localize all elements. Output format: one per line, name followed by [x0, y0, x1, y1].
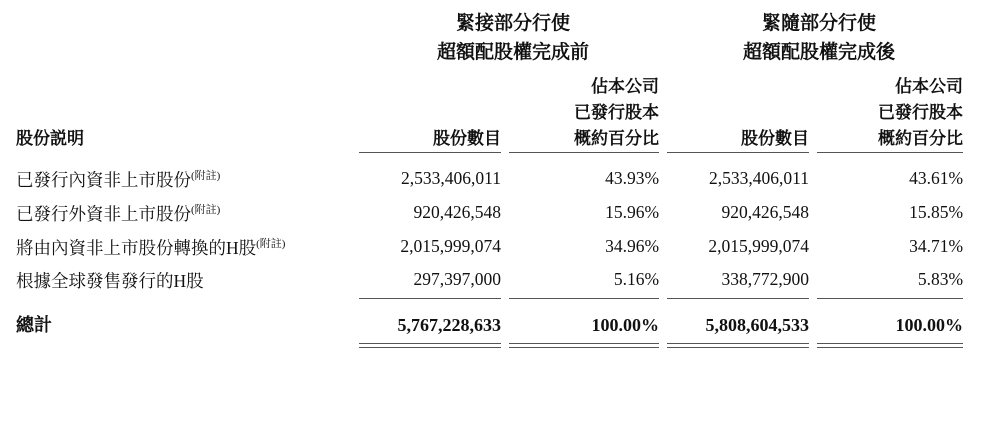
total-gap-row: [14, 300, 971, 308]
total-rule-after-pct: [817, 342, 971, 348]
header-gap-cell: [14, 153, 971, 161]
row-after-pct: 5.83%: [917, 269, 964, 290]
row-description-text: 已發行外資非上市股份: [16, 203, 191, 224]
column-header-description: 股份説明: [16, 129, 84, 148]
row-before-pct: 5.16%: [613, 269, 660, 290]
column-header-row-2: [14, 100, 971, 126]
column-header-before-pct-line2: 已發行股本: [574, 103, 660, 122]
row-description: [14, 161, 359, 195]
row-description-text: 已發行內資非上市股份: [16, 169, 191, 190]
row-note-marker: (附註): [191, 170, 221, 182]
table-row: [14, 195, 971, 229]
row-after-number: 2,533,406,011: [709, 167, 810, 188]
column-header-after-pct-line3: 概約百分比: [878, 129, 964, 148]
group-header-spacer: [14, 10, 359, 38]
row-description: [14, 262, 359, 296]
row-after-number: 2,015,999,074: [708, 235, 810, 256]
row-note-marker: (附註): [191, 203, 221, 216]
total-rule-desc: [14, 342, 359, 348]
total-before-number: 5,767,228,633: [397, 315, 501, 336]
row-after-number: 920,426,548: [721, 201, 810, 222]
total-rule-before-pct: [509, 342, 667, 348]
header-gap-row: [14, 153, 971, 161]
column-header-row-1: [14, 74, 971, 100]
total-double-rule-row: [14, 342, 971, 348]
row-before-number: 920,426,548: [413, 201, 501, 222]
total-gap-cell: [14, 300, 971, 308]
column-header-after-number: 股份數目: [741, 129, 810, 148]
row-description-text: 根據全球發售發行的H股: [16, 271, 204, 292]
group-header-before-line2: 超額配股權完成前: [437, 42, 590, 63]
column-header-blank-3: [667, 74, 817, 100]
total-after-number: 5,808,604,533: [705, 315, 810, 336]
row-before-number: 297,397,000: [413, 269, 501, 290]
total-rule-after-number: [667, 342, 817, 348]
group-header-row-2: [14, 38, 971, 74]
group-header-row-1: [14, 10, 971, 38]
total-rule-before-number: [359, 342, 509, 348]
row-before-pct: 34.96%: [605, 235, 660, 256]
row-description: [14, 229, 359, 263]
total-row: [14, 308, 971, 342]
row-before-pct: 15.96%: [605, 201, 660, 222]
column-header-row-3: [14, 126, 971, 152]
column-header-after-pct-line1: 佔本公司: [895, 77, 964, 96]
row-before-number: 2,015,999,074: [400, 235, 501, 256]
table-row: [14, 229, 971, 263]
row-note-marker: (附註): [256, 237, 286, 250]
column-header-blank-6: [667, 100, 817, 126]
column-header-blank-2: [359, 74, 509, 100]
column-header-blank-5: [359, 100, 509, 126]
row-before-pct: 43.93%: [605, 167, 660, 188]
column-header-blank-1: [14, 74, 359, 100]
total-label: 總計: [16, 315, 52, 336]
row-after-pct: 15.85%: [909, 201, 964, 222]
row-before-number: 2,533,406,011: [401, 167, 501, 188]
column-header-before-pct-line3: 概約百分比: [574, 129, 660, 148]
column-header-after-pct-line2: 已發行股本: [878, 103, 964, 122]
total-after-pct: 100.00%: [895, 315, 964, 336]
row-description-text: 將由內資非上市股份轉換的H股: [16, 237, 257, 258]
row-after-pct: 43.61%: [909, 167, 964, 188]
row-after-pct: 34.71%: [909, 235, 964, 256]
group-header-after-line1: 緊隨部分行使: [762, 13, 877, 34]
row-after-number: 338,772,900: [721, 269, 810, 290]
group-header-before-line1: 緊接部分行使: [456, 13, 571, 34]
column-header-before-number: 股份數目: [433, 129, 501, 148]
row-description: [14, 195, 359, 229]
total-before-pct: 100.00%: [591, 315, 660, 336]
column-header-before-pct-line1: 佔本公司: [591, 77, 660, 96]
shareholding-table: [14, 10, 971, 348]
table-row: [14, 262, 971, 296]
top-spacer: [14, 0, 971, 10]
group-header-after-line2: 超額配股權完成後: [743, 42, 896, 63]
table-row: [14, 161, 971, 195]
group-header-spacer-2: [14, 38, 359, 74]
column-header-blank-4: [14, 100, 359, 126]
